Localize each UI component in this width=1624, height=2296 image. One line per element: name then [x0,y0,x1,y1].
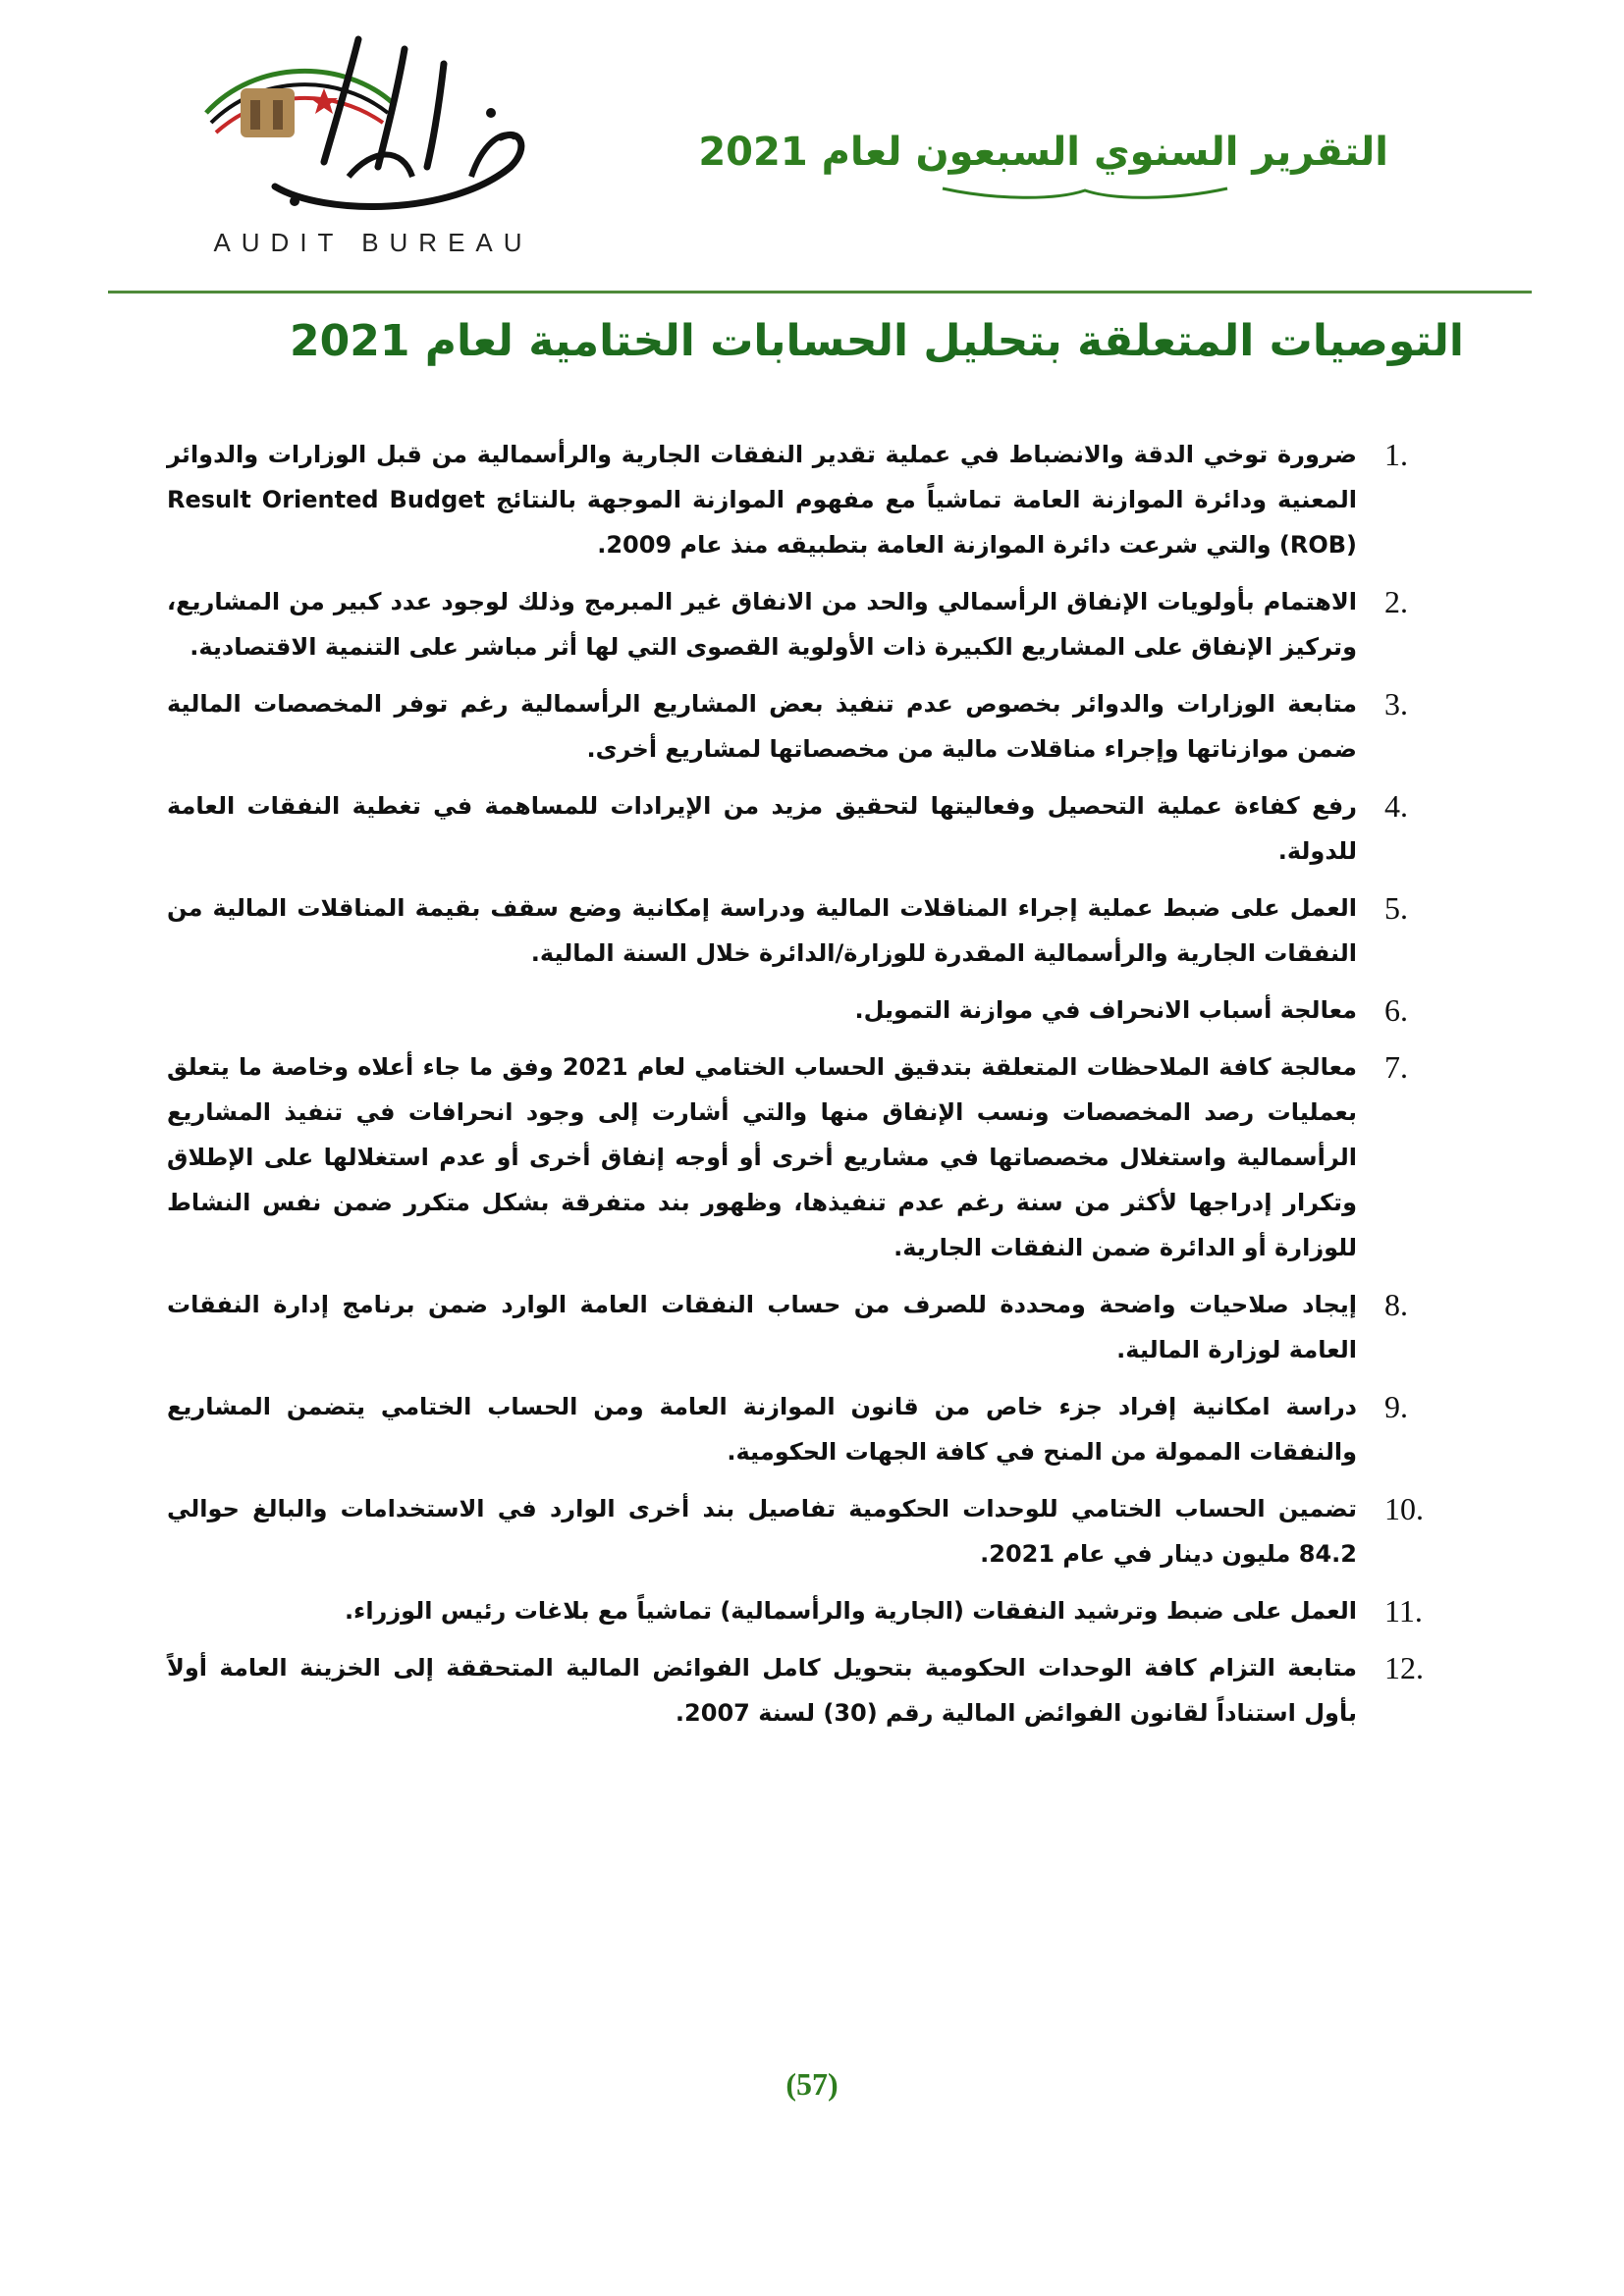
item-number: 3. [1384,686,1408,721]
title-underline-ornament [938,183,1232,200]
page-header [0,0,1624,294]
item-text: دراسة امكانية إفراد جزء خاص من قانون الموازنة العامة ومن الحساب الختامي يتضمن المشاريع والنفقات الممولة من المنح في كافة الجهات الحكومية. [167,1393,1357,1466]
recommendation-item [167,1282,1463,1372]
header-divider [108,291,1532,294]
item-number: 12. [1384,1650,1424,1685]
item-number: 8. [1384,1287,1408,1322]
recommendation-item [167,1588,1463,1633]
recommendation-item [167,1645,1463,1735]
recommendation-item [167,1044,1463,1270]
recommendation-item [167,579,1463,669]
item-text: معالجة كافة الملاحظات المتعلقة بتدقيق الحساب الختامي لعام 2021 وفق ما جاء أعلاه وخاصة ما يتعلق بعمليات رصد المخصصات ونسب الإنفاق منها والتي أشارت إلى وجود انحرافات في تنفيذ المشاريع الرأسمالية واستغلال مخصصاتها في مشاريع أخرى أو أوجه إنفاق أخرى أو عدم استغلالها على الإطلاق وتكرار إدراجها لأكثر من سنة رغم عدم تنفيذها، وظهور بند متفرقة بشكل متكرر ضمن نفس النشاط للوزارة أو الدائرة ضمن النفقات الجارية. [167,1053,1358,1261]
section-heading: التوصيات المتعلقة بتحليل الحسابات الختامية لعام 2021 [289,316,1464,366]
item-text: تضمين الحساب الختامي للوحدات الحكومية تفاصيل بند أخرى الوارد في الاستخدامات والبالغ حوالي 84.2 مليون دينار في عام 2021. [167,1495,1357,1568]
item-number: 5. [1384,890,1408,926]
item-number: 4. [1384,788,1408,824]
recommendation-item [167,681,1463,772]
item-text: متابعة التزام كافة الوحدات الحكومية بتحويل كامل الفوائض المالية المتحققة إلى الخزينة العامة أولاً بأول استناداً لقانون الفوائض المالية رقم (30) لسنة 2007. [167,1654,1357,1727]
item-text: الاهتمام بأولويات الإنفاق الرأسمالي والحد من الانفاق غير المبرمج وذلك لوجود عدد كبير من المشاريع، وتركيز الإنفاق على المشاريع الكبيرة ذات الأولوية القصوى التي لها أثر مباشر على التنمية الاقتصادية. [167,588,1357,661]
item-text: رفع كفاءة عملية التحصيل وفعاليتها لتحقيق مزيد من الإيرادات للمساهمة في تغطية النفقات العامة للدولة. [167,792,1357,865]
recommendation-item [167,1384,1463,1474]
item-text: ضرورة توخي الدقة والانضباط في عملية تقدير النفقات الجارية والرأسمالية من قبل الوزارات والدوائر المعنية ودائرة الموازنة العامة تماشياً مع مفهوم الموازنة الموجهة بالنتائج Result Oriented Budget (ROB) والتي شرعت دائرة الموازنة العامة بتطبيقه منذ عام 2009. [167,441,1357,559]
item-number: 7. [1384,1049,1408,1085]
item-text: متابعة الوزارات والدوائر بخصوص عدم تنفيذ بعض المشاريع الرأسمالية رغم توفر المخصصات المالية ضمن موازناتها وإجراء مناقلات مالية من مخصصاتها لمشاريع أخرى. [167,690,1357,763]
recommendation-item [167,885,1463,976]
item-number: 2. [1384,584,1408,619]
page-number: (57) [785,2066,839,2102]
item-number: 11. [1384,1593,1423,1629]
recommendation-item [167,783,1463,874]
item-text: معالجة أسباب الانحراف في موازنة التمويل. [854,996,1357,1024]
item-text: العمل على ضبط وترشيد النفقات (الجارية والرأسمالية) تماشياً مع بلاغات رئيس الوزراء. [344,1597,1357,1625]
report-title: التقرير السنوي السبعون لعام 2021 [698,130,1388,175]
item-text: العمل على ضبط عملية إجراء المناقلات المالية ودراسة إمكانية وضع سقف بقيمة المناقلات المالية من النفقات الجارية والرأسمالية المقدرة للوزارة/الدائرة خلال السنة المالية. [167,894,1357,967]
logo-caption: AUDIT BUREAU [213,228,533,257]
recommendation-item [167,988,1463,1033]
item-number: 10. [1384,1491,1424,1526]
recommendation-item [167,432,1463,567]
recommendations-list [167,432,1463,1747]
item-text: إيجاد صلاحيات واضحة ومحددة للصرف من حساب النفقات العامة الوارد ضمن برنامج إدارة النفقات العامة لوزارة المالية. [167,1291,1357,1363]
recommendation-item [167,1486,1463,1576]
item-number: 9. [1384,1389,1408,1424]
item-number: 1. [1384,437,1408,472]
item-number: 6. [1384,992,1408,1028]
